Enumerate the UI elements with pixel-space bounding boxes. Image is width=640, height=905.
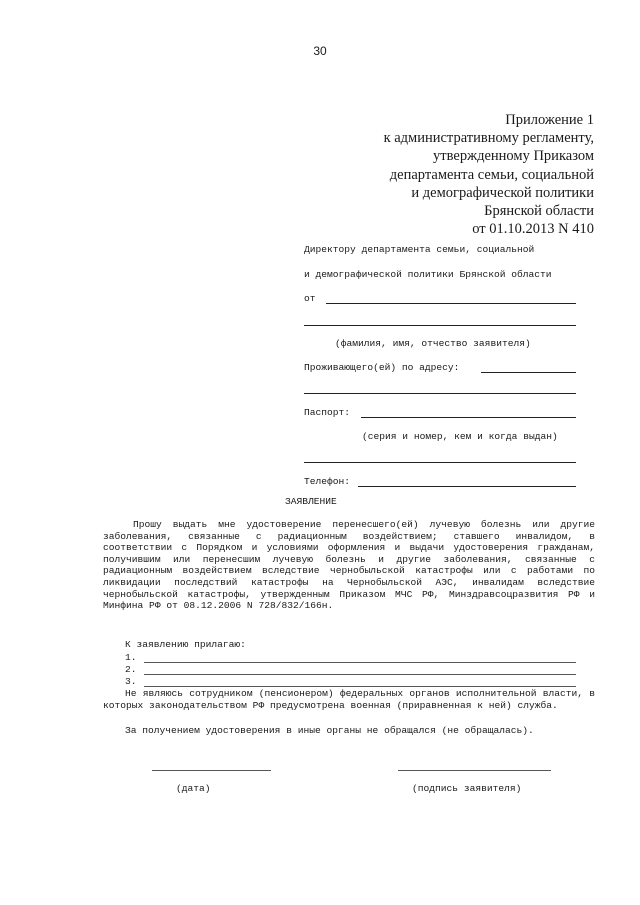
attachment-number: 2. (125, 664, 137, 675)
page-number: 30 (313, 44, 327, 58)
address-field-line-2[interactable] (304, 393, 576, 394)
date-label: (дата) (176, 783, 211, 794)
from-label: от (304, 293, 316, 304)
attachment-field-2[interactable] (144, 674, 576, 675)
appendix-line: от 01.10.2013 N 410 (472, 221, 594, 238)
addressee-line-1: Директору департамента семьи, социальной (304, 244, 535, 255)
statement-no-other-agencies: За получением удостоверения в иные органы не обращался (не обращалась). (125, 725, 534, 736)
statement-text: Не являюсь сотрудником (пенсионером) федеральных органов исполнительной власти, в которых законодательством РФ предусмотрена военная (приравненная к ней) служба. (103, 688, 595, 711)
attachment-field-1[interactable] (144, 662, 576, 663)
appendix-line: департамента семьи, социальной (389, 166, 594, 183)
phone-label: Телефон: (304, 476, 351, 487)
attachment-number: 1. (125, 652, 137, 663)
statement-employment (103, 688, 595, 711)
attachment-number: 3. (125, 676, 137, 687)
attachment-field-3[interactable] (144, 686, 576, 687)
appendix-line: утвержденному Приказом (433, 148, 594, 165)
passport-hint: (серия и номер, кем и когда выдан) (362, 431, 558, 442)
address-label: Проживающего(ей) по адресу: (304, 362, 460, 373)
appendix-line: и демографической политики (411, 184, 594, 201)
signature-field[interactable] (398, 770, 551, 771)
from-name-field[interactable] (326, 303, 576, 304)
appendix-line: Брянской области (484, 203, 594, 220)
date-field[interactable] (152, 770, 271, 771)
passport-field[interactable] (361, 417, 576, 418)
passport-label: Паспорт: (304, 407, 351, 418)
appendix-header (384, 111, 594, 238)
application-body (103, 519, 595, 612)
fio-hint: (фамилия, имя, отчество заявителя) (335, 338, 531, 349)
document-title: ЗАЯВЛЕНИЕ (285, 496, 337, 507)
appendix-line: к административному регламенту, (383, 130, 594, 147)
passport-field-line-2[interactable] (304, 462, 576, 463)
attachments-heading: К заявлению прилагаю: (125, 639, 246, 650)
signature-label: (подпись заявителя) (412, 783, 522, 794)
from-name-field-line-2[interactable] (304, 325, 576, 326)
addressee-line-2: и демографической политики Брянской области (304, 269, 552, 280)
address-field[interactable] (481, 372, 576, 373)
phone-field[interactable] (358, 486, 576, 487)
body-paragraph: Прошу выдать мне удостоверение перенесшего(ей) лучевую болезнь или другие заболевания, связанные с радиационным воздействием; ставшего инвалидом, в соответствии с Порядком и условиями оформления и выдачи удостоверения гражданам, получившим или перенесшим лучевую болезнь и другие заболевания, связанные с радиационным воздействием вследствие чернобыльской катастрофы или с работами по ликвидации последствий катастрофы на Чернобыльской АЭС, инвалидам вследствие чернобыльской катастрофы, утвержденным Приказом МЧС РФ, Минздравсоцразвития РФ и Минфина РФ от 08.12.2006 N 728/832/166н. (103, 519, 595, 612)
appendix-line: Приложение 1 (505, 112, 594, 128)
